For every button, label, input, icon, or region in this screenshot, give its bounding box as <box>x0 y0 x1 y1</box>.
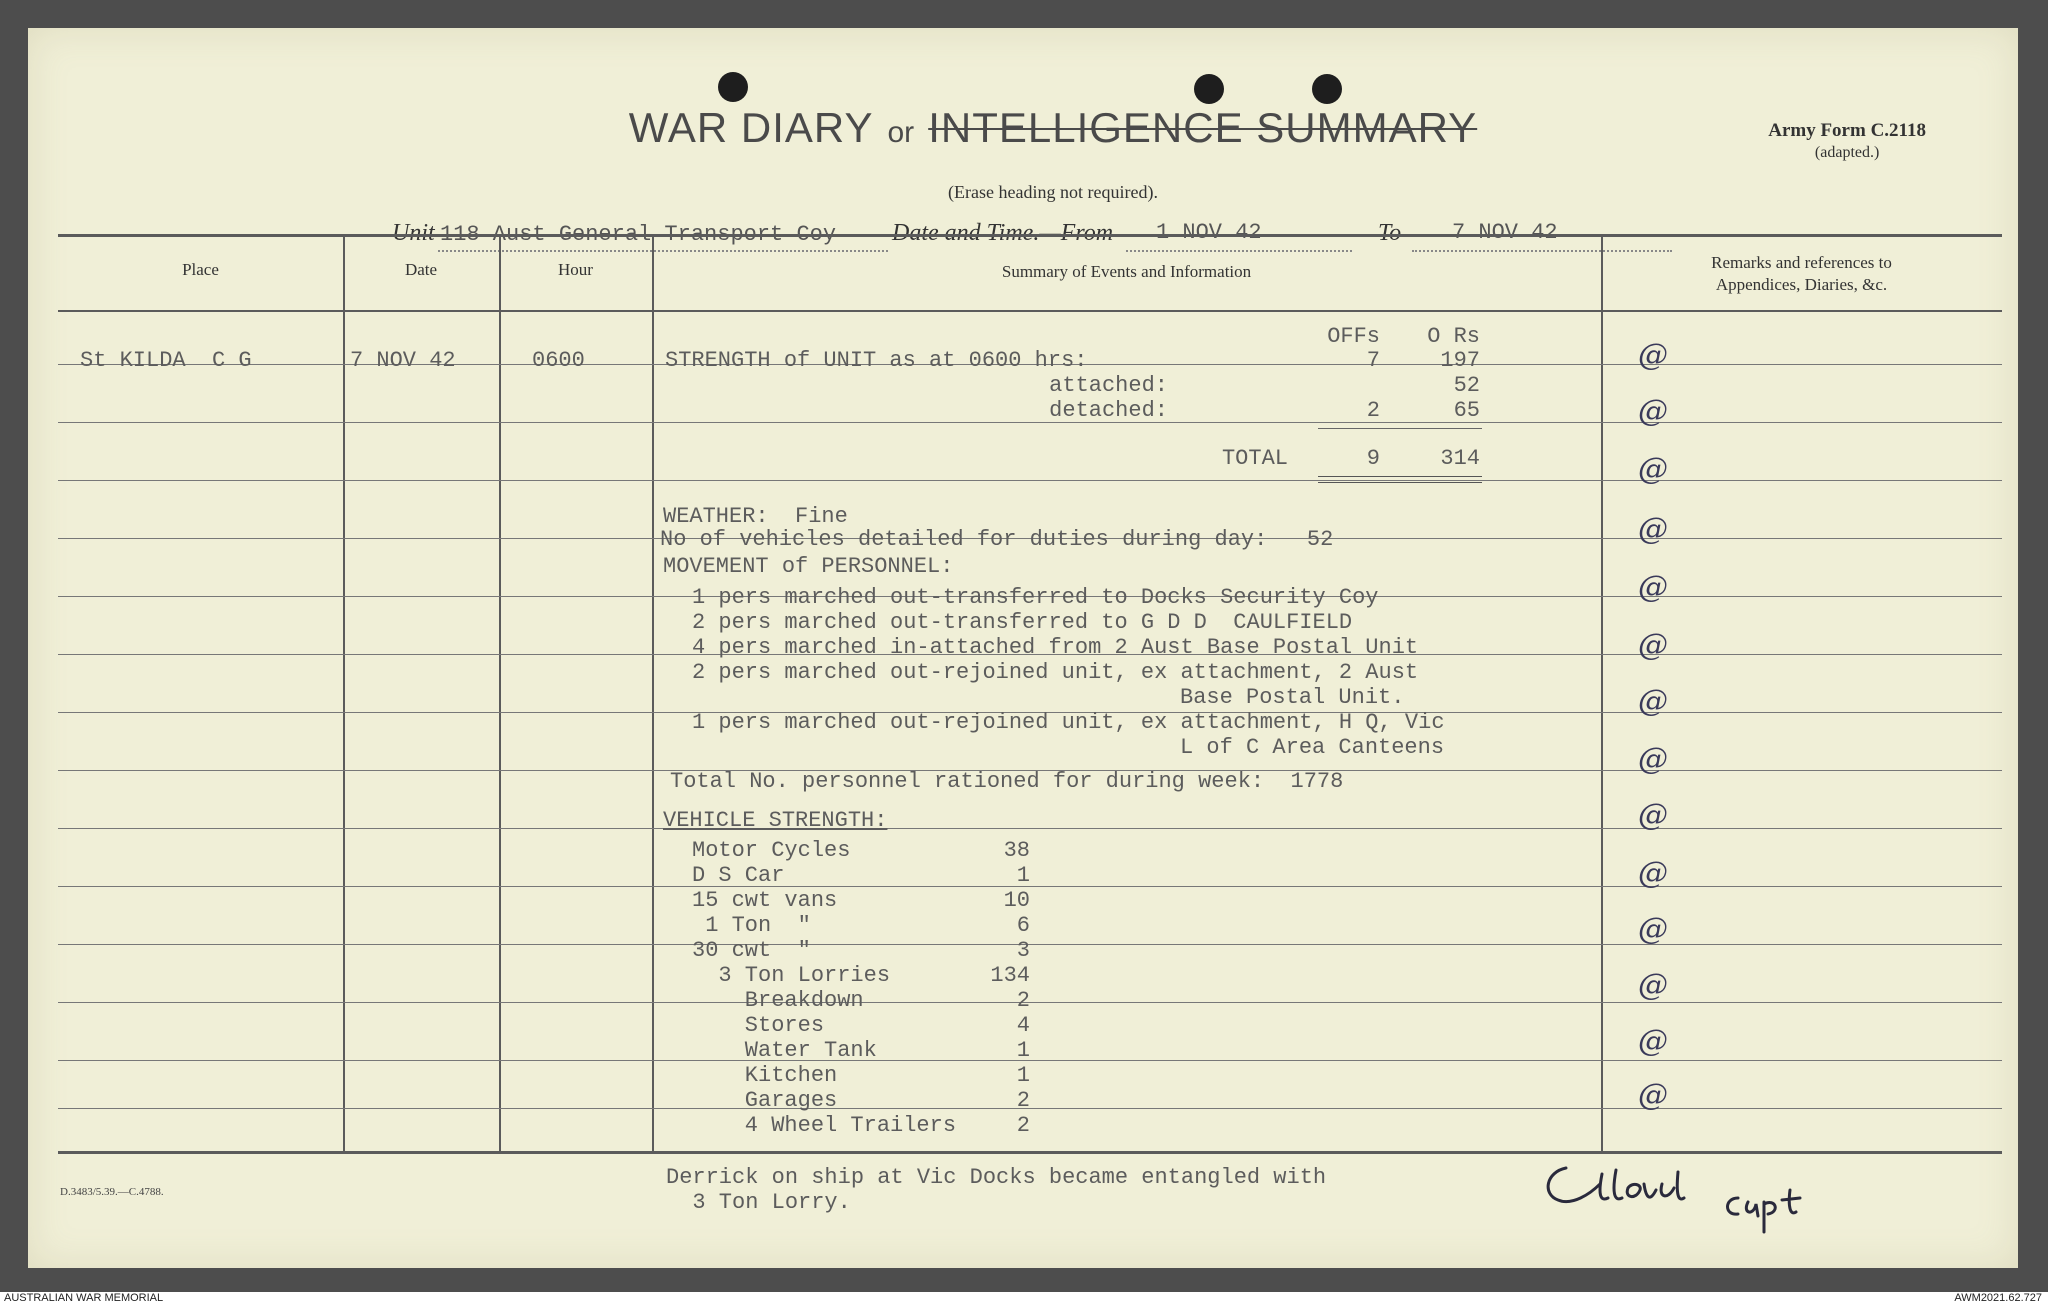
total-offs: 9 <box>1366 446 1380 471</box>
remark-tick-mark: @ <box>1638 968 1668 1003</box>
table-top-rule <box>58 234 2002 237</box>
weather-line: WEATHER: Fine <box>663 504 848 529</box>
title-intelligence-summary: INTELLIGENCE SUMMARY <box>928 104 1478 151</box>
vehicle-name: Stores <box>692 1013 825 1038</box>
detached-label: detached: <box>1049 398 1168 423</box>
punch-hole-left <box>718 72 748 102</box>
header-summary: Summary of Events and Information <box>1001 262 1252 281</box>
movement-line: 1 pers marched out-rejoined unit, ex attachment, H Q, Vic <box>692 710 1445 735</box>
strength-label: STRENGTH of UNIT as at 0600 hrs: <box>665 348 1088 373</box>
vehicle-name: Motor Cycles <box>692 838 851 863</box>
vehicle-count: 4 <box>1016 1013 1030 1038</box>
remark-tick-mark: @ <box>1638 1078 1668 1113</box>
form-print-code: D.3483/5.39.—C.4788. <box>60 1186 164 1198</box>
title-war-diary: WAR DIARY <box>628 104 874 151</box>
ruled-line <box>58 480 2002 481</box>
vehicle-name: Garages <box>692 1088 838 1113</box>
attached-ors: 52 <box>1453 373 1480 398</box>
archive-source: AUSTRALIAN WAR MEMORIAL <box>4 1292 164 1304</box>
remark-tick-mark: @ <box>1638 338 1668 373</box>
unit-dotted-line <box>438 250 888 252</box>
army-form-number: Army Form C.2118 <box>1768 120 1926 141</box>
vehicle-count: 2 <box>1016 1088 1030 1113</box>
total-label: TOTAL <box>1221 446 1288 471</box>
vehicle-name: Breakdown <box>692 988 864 1013</box>
total-double-rule-2 <box>1318 482 1482 483</box>
date-to-label: To <box>1378 220 1402 246</box>
vehicle-count: 1 <box>1016 1038 1030 1063</box>
remark-tick-mark: @ <box>1638 684 1668 719</box>
col-divider-place-date <box>343 234 345 1151</box>
ruled-line <box>58 1060 2002 1061</box>
footer-note-line2: 3 Ton Lorry. <box>666 1190 851 1215</box>
header-place: Place <box>182 260 219 279</box>
vehicle-name: Water Tank <box>692 1038 877 1063</box>
strength-ors: 197 <box>1440 348 1480 373</box>
vehicle-strength-heading: VEHICLE STRENGTH: <box>663 808 888 833</box>
archive-strip <box>0 1292 2048 1306</box>
title-or: or <box>887 116 915 149</box>
unit-value: 118 Aust General Transport Coy <box>440 222 837 247</box>
diary-page <box>28 28 2018 1268</box>
form-title <box>603 104 1503 152</box>
header-remarks-line2: Appendices, Diaries, &c. <box>1715 275 1888 294</box>
entry-hour: 0600 <box>532 348 585 373</box>
ruled-line <box>58 944 2002 945</box>
vehicle-count: 1 <box>1016 1063 1030 1088</box>
vehicle-name: 4 Wheel Trailers <box>692 1113 957 1138</box>
date-time-label: Date and Time.—From <box>892 220 1114 246</box>
header-date: Date <box>404 260 438 279</box>
header-hour: Hour <box>558 260 593 279</box>
col-divider-summary-remarks <box>1601 234 1603 1151</box>
punch-hole-middle <box>1194 74 1224 104</box>
movement-line: 2 pers marched out-transferred to G D D CAULFIELD <box>692 610 1353 635</box>
header-bottom-rule <box>58 310 2002 312</box>
col-divider-date-hour <box>499 234 501 1151</box>
remark-tick-mark: @ <box>1638 912 1668 947</box>
detached-offs: 2 <box>1366 398 1380 423</box>
strength-col-offs: OFFs <box>1327 324 1380 349</box>
vehicle-name: Kitchen <box>692 1063 838 1088</box>
ruled-line <box>58 886 2002 887</box>
rationed-line: Total No. personnel rationed for during week: 1778 <box>670 769 1344 794</box>
detached-ors: 65 <box>1453 398 1480 423</box>
vehicle-count: 2 <box>1016 988 1030 1013</box>
vehicle-count: 2 <box>1016 1113 1030 1138</box>
header-remarks <box>1601 252 2002 296</box>
remark-tick-mark: @ <box>1638 742 1668 777</box>
attached-label: attached: <box>1049 373 1168 398</box>
unit-label: Unit <box>392 220 435 246</box>
ruled-line <box>58 828 2002 829</box>
movement-line: L of C Area Canteens <box>1180 735 1445 760</box>
ruled-line <box>58 1108 2002 1109</box>
strength-col-ors: O Rs <box>1427 324 1480 349</box>
vehicle-count: 6 <box>1016 913 1030 938</box>
strength-offs: 7 <box>1366 348 1380 373</box>
handwritten-signature <box>1528 1154 1908 1234</box>
army-form-adapted: (adapted.) <box>1814 144 1880 161</box>
vehicle-count: 38 <box>1003 838 1030 863</box>
movement-line: 2 pers marched out-rejoined unit, ex attachment, 2 Aust <box>692 660 1419 685</box>
erase-note: (Erase heading not required). <box>948 182 1158 202</box>
ruled-line <box>58 1002 2002 1003</box>
movement-line: 1 pers marched out-transferred to Docks Security Coy <box>692 585 1379 610</box>
vehicle-count: 10 <box>1003 888 1030 913</box>
vehicle-name: 3 Ton Lorries <box>692 963 891 988</box>
punch-hole-right <box>1312 74 1342 104</box>
remark-tick-mark: @ <box>1638 1024 1668 1059</box>
date-to-value: 7 NOV 42 <box>1452 220 1558 245</box>
remark-tick-mark: @ <box>1638 856 1668 891</box>
remark-tick-mark: @ <box>1638 570 1668 605</box>
movement-line: 4 pers marched in-attached from 2 Aust Base Postal Unit <box>692 635 1419 660</box>
vehicle-count: 1 <box>1016 863 1030 888</box>
army-form-label <box>1768 120 1926 164</box>
vehicle-name: 30 cwt " <box>692 938 811 963</box>
total-rule-top <box>1318 428 1482 429</box>
col-divider-hour-summary <box>652 234 654 1151</box>
total-ors: 314 <box>1440 446 1480 471</box>
vehicles-detailed-line: No of vehicles detailed for duties during day: 52 <box>660 527 1334 552</box>
remark-tick-mark: @ <box>1638 452 1668 487</box>
entry-place: St KILDA C G <box>80 348 252 373</box>
header-remarks-line1: Remarks and references to <box>1711 253 1892 272</box>
movement-heading: MOVEMENT of PERSONNEL: <box>663 554 954 579</box>
vehicle-count: 134 <box>990 963 1030 988</box>
entry-date: 7 NOV 42 <box>350 348 456 373</box>
vehicle-count: 3 <box>1016 938 1030 963</box>
vehicle-name: 15 cwt vans <box>692 888 838 913</box>
remark-tick-mark: @ <box>1638 394 1668 429</box>
from-dotted-line <box>1126 250 1352 252</box>
vehicle-name: D S Car <box>692 863 785 888</box>
remark-tick-mark: @ <box>1638 798 1668 833</box>
vehicle-name: 1 Ton " <box>692 913 811 938</box>
remark-tick-mark: @ <box>1638 628 1668 663</box>
date-from-value: 1 NOV 42 <box>1156 220 1262 245</box>
remark-tick-mark: @ <box>1638 512 1668 547</box>
movement-line: Base Postal Unit. <box>1180 685 1405 710</box>
archive-reference: AWM2021.62.727 <box>1954 1292 2042 1304</box>
total-double-rule-1 <box>1318 476 1482 477</box>
footer-note-line1: Derrick on ship at Vic Docks became entangled with <box>666 1165 1327 1190</box>
